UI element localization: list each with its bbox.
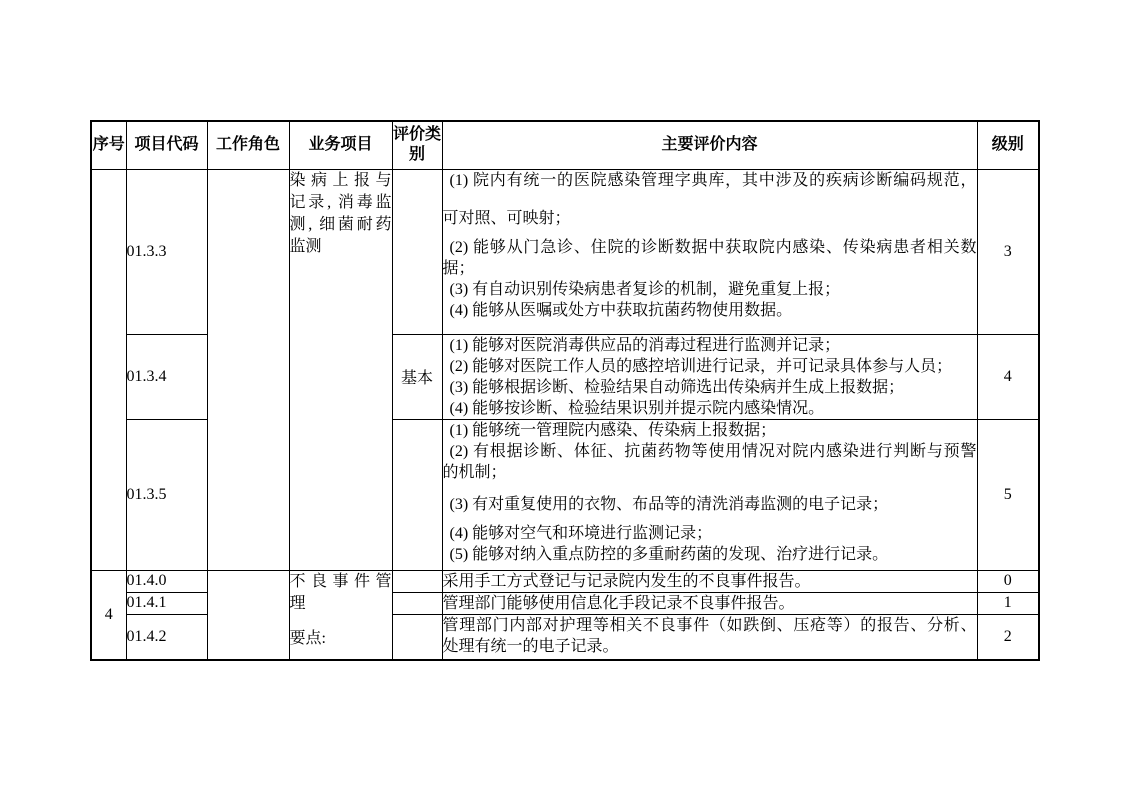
table-row-0140 — [91, 570, 1039, 592]
business-line: 染病上报与 — [289, 171, 392, 189]
content-line: (3) 有对重复使用的衣物、布品等的清洗消毒监测的电子记录； — [449, 495, 889, 513]
header-cell-seq: 序号 — [91, 121, 126, 169]
category-cell-0133 — [392, 169, 442, 334]
content-line: (1) 能够对医院消毒供应品的消毒过程进行监测并记录； — [449, 336, 841, 354]
business-cell-group2 — [289, 570, 392, 660]
content-cell-0135 — [442, 419, 977, 570]
content-line: (4) 能够对空气和环境进行监测记录； — [449, 524, 713, 542]
category-cell-0142 — [392, 614, 442, 660]
content-line: (5) 能够对纳入重点防控的多重耐药菌的发现、治疗进行记录。 — [449, 545, 889, 563]
level-cell-0133: 3 — [977, 169, 1039, 334]
content-cell-0134 — [442, 334, 977, 419]
business-cell-group1 — [289, 169, 392, 570]
content-line: (3) 能够根据诊断、检验结果自动筛选出传染病并生成上报数据； — [449, 378, 905, 396]
seq-cell-group1 — [91, 169, 126, 570]
content-cell-0141 — [442, 592, 977, 614]
evaluation-table — [90, 120, 1040, 661]
business-line: 不良事件管 — [289, 572, 392, 590]
header-cell-level: 级别 — [977, 121, 1039, 169]
header-cell-content: 主要评价内容 — [442, 121, 977, 169]
header-cell-code: 项目代码 — [126, 121, 207, 169]
content-line: (4) 能够从医嘱或处方中获取抗菌药物使用数据。 — [449, 301, 793, 319]
role-cell-group1 — [207, 169, 289, 570]
category-cell-0140 — [392, 570, 442, 592]
level-cell-0140: 0 — [977, 570, 1039, 592]
category-cell-0134: 基本 — [392, 334, 442, 419]
category-cell-0141 — [392, 592, 442, 614]
content-cell-0140 — [442, 570, 977, 592]
content-line: 处理有统一的电子记录。 — [442, 637, 619, 655]
content-cell-0133 — [442, 169, 977, 334]
code-cell-0141: 01.4.1 — [126, 592, 207, 614]
header-row — [91, 121, 1039, 169]
content-line: 据； — [442, 259, 475, 277]
content-line: (2) 能够对医院工作人员的感控培训进行记录，并可记录具体参与人员； — [449, 357, 953, 375]
content-line: (4) 能够按诊断、检验结果识别并提示院内感染情况。 — [449, 399, 825, 417]
content-line: (2) 有根据诊断、体征、抗菌药物等使用情况对院内感染进行判断与预警 — [449, 442, 977, 460]
code-cell-0142: 01.4.2 — [126, 614, 207, 660]
code-cell-0134: 01.3.4 — [126, 334, 207, 419]
seq-cell-group2: 4 — [91, 570, 126, 660]
code-cell-0135: 01.3.5 — [126, 419, 207, 570]
header-cell-role: 工作角色 — [207, 121, 289, 169]
content-line: 可对照、可映射； — [442, 209, 571, 227]
content-line: 管理部门能够使用信息化手段记录不良事件报告。 — [442, 594, 795, 612]
content-cell-0142 — [442, 614, 977, 660]
content-line: (1) 能够统一管理院内感染、传染病上报数据； — [449, 421, 777, 439]
business-line: 记录, 消毒监 — [289, 193, 392, 211]
content-line: 的机制； — [442, 463, 507, 481]
level-cell-0141: 1 — [977, 592, 1039, 614]
code-cell-0140: 01.4.0 — [126, 570, 207, 592]
business-line: 理 — [289, 594, 306, 612]
content-line: (3) 有自动识别传染病患者复诊的机制，避免重复上报； — [449, 280, 841, 298]
business-line: 测, 细菌耐药 — [289, 215, 392, 233]
header-cell-category: 评价类别 — [392, 121, 442, 169]
content-line: (1) 院内有统一的医院感染管理字典库，其中涉及的疾病诊断编码规范， — [449, 171, 977, 189]
level-cell-0142: 2 — [977, 614, 1039, 660]
content-line: (2) 能够从门急诊、住院的诊断数据中获取院内感染、传染病患者相关数 — [449, 238, 977, 256]
table-row-0133 — [91, 169, 1039, 334]
header-cell-business: 业务项目 — [289, 121, 392, 169]
level-cell-0135: 5 — [977, 419, 1039, 570]
business-line: 要点: — [289, 629, 326, 647]
code-cell-0133: 01.3.3 — [126, 169, 207, 334]
category-cell-0135 — [392, 419, 442, 570]
role-cell-group2 — [207, 570, 289, 660]
business-line: 监测 — [289, 237, 322, 255]
content-line: 管理部门内部对护理等相关不良事件（如跌倒、压疮等）的报告、分析、 — [442, 616, 977, 634]
level-cell-0134: 4 — [977, 334, 1039, 419]
content-line: 采用手工方式登记与记录院内发生的不良事件报告。 — [442, 572, 811, 590]
